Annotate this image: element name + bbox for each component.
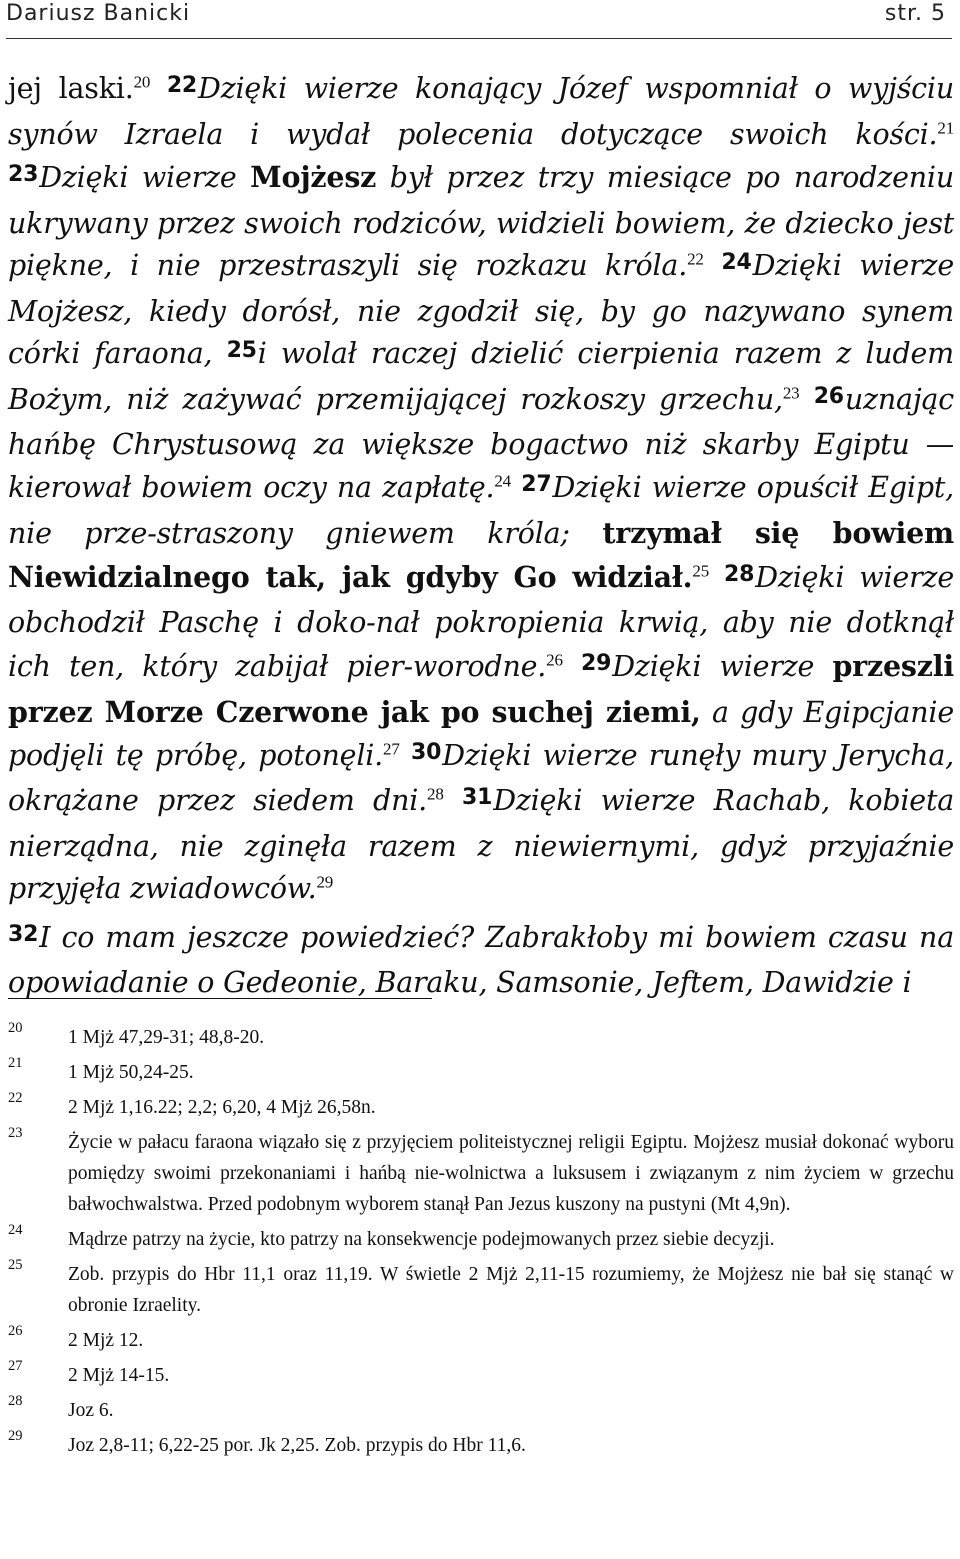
verse-number: 27 [521,471,552,497]
footnote-text: Życie w pałacu faraona wiązało się z przyjęciem politeistycznej religii Egiptu. Mojżesz musiał dokonać wyboru pomiędzy swoimi przekonaniami i hańbą nie-wolnictwa a luksusem i związanym z nim życiem w grzechu bałwochwalstwa. Przed podobnym wyborem stanął Pan Jezus kuszony na pustyni (Mt 4,9n). [68,1132,954,1215]
footnote-ref[interactable]: 27 [383,739,400,758]
verse-text: Dzięki wierze obchodził Paschę i doko-nał pokropienia krwią, aby nie dotknął ich ten, który zabijał pier-worodne. [8,560,954,683]
footnote-ref[interactable]: 21 [937,118,954,137]
footnote-text: Joz 6. [68,1400,114,1421]
header-rule [6,38,952,39]
verse-number: 23 [8,162,39,187]
footnote-ref[interactable]: 28 [427,784,444,804]
verse-number: 22 [166,73,198,98]
footnote-ref[interactable]: 26 [546,650,563,669]
verse-text: Dzięki wierze konający Józef wspomniał o wyjściu synów Izraela i wydał polecenia dotyczące swoich kości. [8,72,955,151]
verse-text: Dzięki wierze [612,649,833,683]
footnote-ref[interactable]: 22 [687,249,704,269]
footnote-text: 1 Mjż 47,29-31; 48,8-20. [68,1027,265,1048]
verse-text: Dzięki wierze runęły mury Jerycha, okrążane przez siedem dni. [8,738,954,817]
paragraph-break [8,911,954,917]
footnote-item [8,1127,954,1220]
verse-text: był przez trzy miesiące po narodzeniu ukrywany przez swoich rodziców, widzieli bowiem, że dziecko jest piękne, i nie przestraszyli się rozkazu króla. [8,161,954,282]
footnote-number: 21 [8,1055,23,1071]
verse-text-emphasis: Mojżesz [250,160,377,194]
verse-text: I co mam jeszcze powiedzieć? Zabrakłoby mi bowiem czasu na opowiadanie o Gedeonie, Baraku, Samsonie, Jeftem, Dawidzie i [8,920,954,999]
footnote-ref[interactable]: 24 [494,471,511,490]
footnote-ref[interactable]: 20 [133,72,151,92]
footnote-number: 23 [8,1125,23,1141]
footnotes [8,1022,954,1465]
footnote-number: 25 [8,1257,23,1273]
verse-number: 30 [411,739,442,765]
verse-text: a gdy Egipcjanie podjęli tę próbę, potonęli. [8,696,954,772]
footnote-number: 29 [8,1428,23,1444]
footnote-item [8,1360,954,1391]
footnote-item [8,1022,954,1053]
footnote-item [8,1224,954,1255]
footnote-number: 20 [8,1020,23,1036]
footnote-text: 2 Mjż 1,16.22; 2,2; 6,20, 4 Mjż 26,58n. [68,1097,376,1118]
verse-text-emphasis: przeszli przez Morze Czerwone jak po suchej ziemi, [8,648,954,729]
verse-number: 25 [226,338,257,363]
header-author: Dariusz Banicki [6,1,191,26]
footnote-item [8,1259,954,1321]
verse-text: Dzięki wierze Mojżesz, kiedy dorósł, nie zgodził się, by go nazywano synem córki faraona, [8,249,954,370]
footnote-number: 22 [8,1090,23,1106]
verse-number: 31 [462,785,493,810]
footnote-text: 2 Mjż 12. [68,1330,144,1351]
footnote-text: Zob. przypis do Hbr 11,1 oraz 11,19. W świetle 2 Mjż 2,11-15 rozumiemy, że Mojżesz nie bał się stanąć w obronie Izraelity. [68,1264,954,1316]
footnote-separator [8,998,432,999]
verse-text: Dzięki wierze Rachab, kobieta nierządna, nie zginęła razem z niewiernymi, gdyż przyjaźnie przyjęła zwiadowców. [8,784,955,905]
footnote-item [8,1430,954,1461]
footnote-ref[interactable]: 25 [692,561,709,580]
verse-number: 32 [8,921,39,947]
text-lead: jej laski. [8,72,134,105]
verse-text: i wolał raczej dzielić cierpienia razem z ludem Bożym, niż zażywać przemijającej rozkoszy grzechu, [8,337,955,416]
verse-text: Dzięki wierze [39,161,251,194]
footnote-item [8,1057,954,1088]
footnote-text: Mądrze patrzy na życie, kto patrzy na konsekwencje podejmowanych przez siebie decyzji. [68,1229,775,1250]
footnote-number: 28 [8,1393,23,1409]
footnote-item [8,1325,954,1356]
footnote-number: 26 [8,1323,23,1339]
verse-number: 26 [813,383,844,409]
footnote-item [8,1395,954,1426]
verse-number: 29 [581,650,612,676]
verse-text: uznając hańbę Chrystusową za większe bogactwo niż skarby Egiptu — kierował bowiem oczy na zapłatę. [8,382,955,504]
footnote-text: Joz 2,8-11; 6,22-25 por. Jk 2,25. Zob. przypis do Hbr 11,6. [68,1435,526,1456]
footnote-text: 1 Mjż 50,24-25. [68,1062,194,1083]
verse-text-emphasis: trzymał się bowiem Niewidzialnego tak, jak gdyby Go widział. [8,516,954,594]
page-header [0,0,960,36]
footnote-ref[interactable]: 29 [316,872,334,892]
header-page-number: str. 5 [884,1,946,26]
footnote-text: 2 Mjż 14-15. [68,1365,170,1386]
verse-text: Dzięki wierze opuścił Egipt, nie prze-straszony gniewem króla; [8,470,954,550]
footnote-ref[interactable]: 23 [782,383,800,402]
verse-number: 24 [721,250,752,275]
footnote-number: 24 [8,1222,23,1238]
verse-number: 28 [724,561,755,587]
footnote-item [8,1092,954,1123]
footnote-number: 27 [8,1358,23,1374]
main-text [8,68,954,1005]
